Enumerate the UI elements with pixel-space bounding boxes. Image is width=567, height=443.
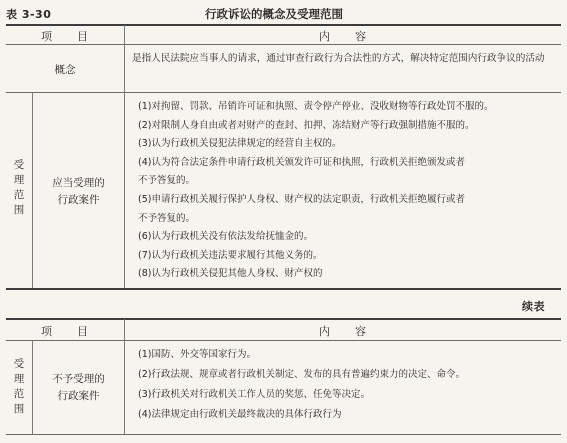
- not-accepted-cases-label: [33, 371, 124, 405]
- table-title: 行政诉讼的概念及受理范围: [205, 7, 343, 21]
- table1-header-content: 内 容: [319, 30, 367, 43]
- list-item: (5)申请行政机关履行保护人身权、财产权的法定职责，行政机关拒绝履行或者: [138, 193, 465, 205]
- list-item: (2)行政法规、规章或者行政机关制定、发布的具有普遍约束力的决定、命令。: [138, 369, 465, 380]
- list-item: 不予答复的。: [138, 212, 196, 224]
- table-number: 表 3-30: [6, 8, 52, 21]
- concept-label: 概念: [54, 64, 76, 76]
- list-item: (1)国防、外交等国家行为。: [138, 349, 256, 360]
- table1-bottom-rule: [6, 288, 561, 290]
- accepted-items-list: [138, 98, 558, 284]
- list-item: (3)认为行政机关侵犯法律规定的经营自主权的。: [138, 138, 342, 150]
- table1-header-item: 项 目: [41, 30, 89, 43]
- not-accepted-items-list: [138, 345, 558, 425]
- table2-header-content: 内 容: [319, 325, 367, 338]
- list-item: (8)认为行政机关侵犯其他人身权、财产权的: [138, 268, 323, 280]
- list-item: 不予答复的。: [138, 175, 196, 187]
- table1-column-divider: [124, 25, 125, 288]
- table2-bottom-rule: [6, 434, 561, 435]
- table2-header-rule: [6, 340, 561, 341]
- list-item: (6)认为行政机关没有依法发给抚恤金的。: [138, 231, 313, 243]
- list-item: (1)对拘留、罚款、吊销许可证和执照、责令停产停业、没收财物等行政处罚不服的。: [138, 101, 494, 112]
- not-accepted-label-line1: 不予受理的: [52, 373, 105, 385]
- list-item: (2)对限制人身自由或者对财产的查封、扣押、冻结财产等行政强制措施不服的。: [138, 119, 475, 131]
- not-accepted-label-line2: 行政案件: [57, 390, 100, 402]
- accepted-label-line2: 行政案件: [57, 194, 100, 206]
- list-item: (4)认为符合法定条件申请行政机关颁发许可证和执照，行政机关拒绝颁发或者: [138, 156, 465, 168]
- scope-label: 受理范围: [13, 159, 25, 216]
- table1-top-rule: [6, 24, 561, 26]
- list-item: (7)认为行政机关违法要求履行其他义务的。: [138, 249, 323, 261]
- continued-label: 续表: [522, 300, 545, 313]
- table1-header-rule: [6, 44, 561, 45]
- table2-header-item: 项 目: [41, 325, 89, 338]
- accepted-label-line1: 应当受理的: [52, 177, 105, 189]
- accepted-cases-label: [33, 175, 124, 209]
- concept-text: 是指人民法院应当事人的请求，通过审查行政行为合法性的方式，解决特定范围内行政争议的活动: [132, 53, 545, 64]
- list-item: (3)行政机关对行政机关工作人员的奖惩、任免等决定。: [138, 389, 370, 400]
- list-item: (4)法律规定由行政机关最终裁决的具体行政行为: [138, 409, 342, 420]
- table1-concept-rule: [6, 92, 561, 93]
- scope-label-2: 受理范围: [13, 358, 25, 415]
- table2-top-rule: [6, 318, 561, 320]
